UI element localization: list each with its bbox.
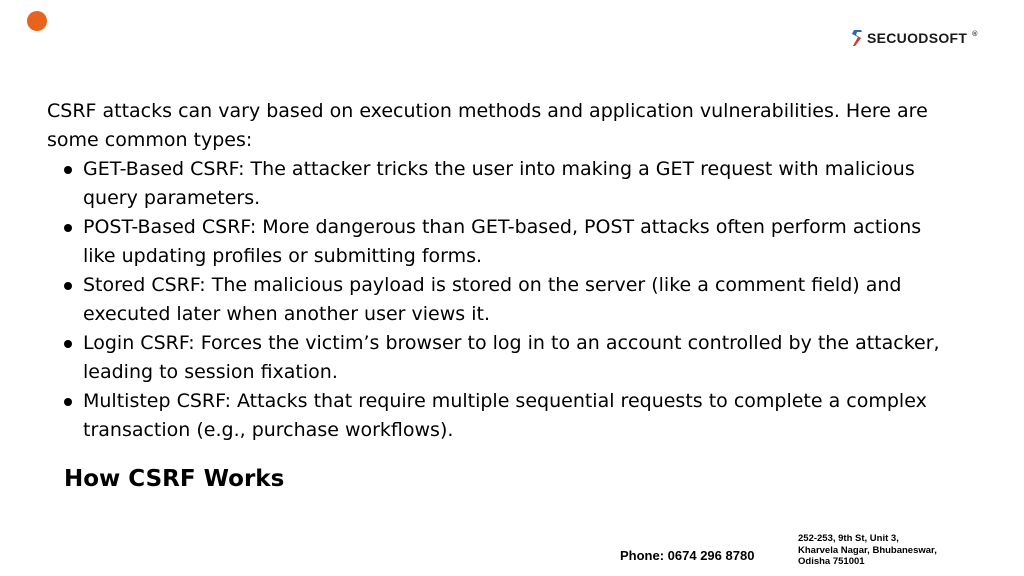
list-item-stored: Stored CSRF: The malicious payload is stored on the server (like a comment field) and executed later when another user views it. bbox=[47, 271, 957, 329]
logo-text: SECUODSOFT bbox=[867, 30, 968, 46]
csrf-types-list bbox=[47, 155, 957, 445]
list-item-login: Login CSRF: Forces the victim’s browser to log in to an account controlled by the attacker, leading to session fixation. bbox=[47, 329, 957, 387]
section-heading: How CSRF Works bbox=[64, 466, 285, 492]
secuodsoft-logo bbox=[850, 28, 978, 48]
orange-dot-decoration bbox=[27, 11, 47, 31]
list-item-post-based: POST-Based CSRF: More dangerous than GET-based, POST attacks often perform actions like updating profiles or submitting forms. bbox=[47, 213, 957, 271]
address-line-1: 252-253, 9th St, Unit 3, bbox=[798, 533, 899, 544]
logo-mark-icon bbox=[850, 28, 864, 48]
registered-mark: ® bbox=[971, 30, 979, 38]
list-item-get-based: GET-Based CSRF: The attacker tricks the user into making a GET request with malicious query parameters. bbox=[47, 155, 957, 213]
address-line-3: Odisha 751001 bbox=[798, 556, 865, 567]
footer-phone: Phone: 0674 296 8780 bbox=[620, 548, 755, 563]
address-line-2: Kharvela Nagar, Bhubaneswar, bbox=[798, 544, 937, 556]
footer-address bbox=[798, 533, 998, 568]
list-item-multistep: Multistep CSRF: Attacks that require multiple sequential requests to complete a complex transaction (e.g., purchase workflows). bbox=[47, 387, 957, 445]
intro-paragraph: CSRF attacks can vary based on execution methods and application vulnerabilities. Here are some common types: bbox=[47, 100, 928, 151]
